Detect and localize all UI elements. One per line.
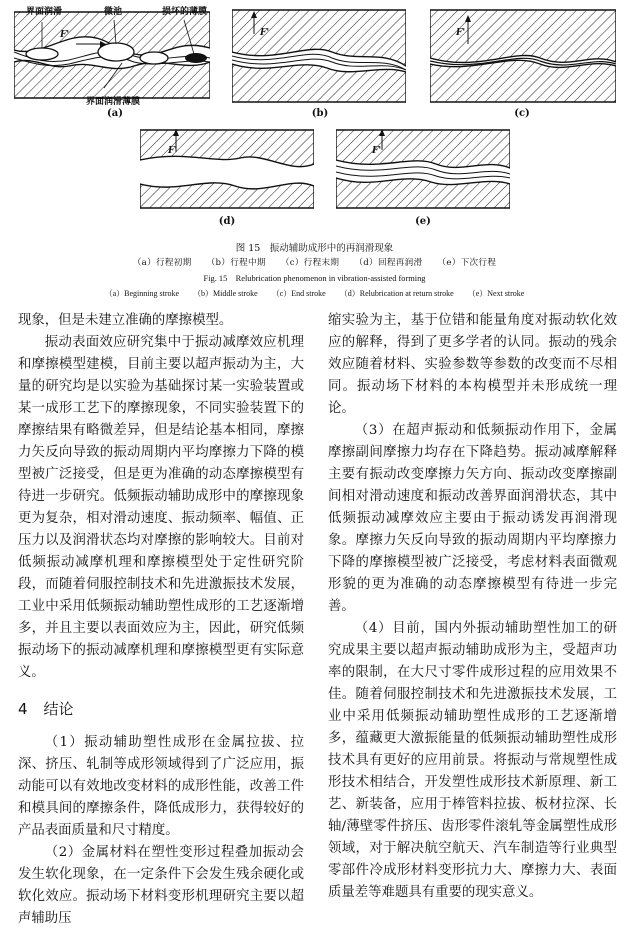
subcaption-en-c: （c）End stroke (271, 289, 326, 298)
left-column (18, 310, 304, 930)
figure-caption-en: Fig. 15 Relubrication phenomenon in vibration-assisted forming (203, 274, 426, 283)
figure-subcaptions-en (0, 288, 629, 299)
paragraph: （4）目前，国内外振动辅助塑性加工的研究成果主要以超声振动辅助成形为主，受超声功率的限制，在大尺寸零件成形过程的应用效果不佳。随着伺服控制技术和先进激振技术发展，工业中采用低频振动辅助塑性成形的工艺逐渐增多，蕴藏更大激振能量的低频振动辅助塑性成形技术具有更好的应用前景。将振动与常规塑性成形技术相结合，开发塑性成形技术新原理、新工艺、新装备，应用于棒管料拉拔、板材拉深、长轴/薄壁零件挤压、齿形零件滚轧等金属塑性成形领域，对于解决航空航天、汽车制造等行业典型零部件冷成形材料变形抗力大、摩擦力大、表面质量差等难题具有重要的现实意义。 (328, 621, 617, 900)
figure-caption-zh: 图 15 振动辅助成形中的再润滑现象 (235, 243, 394, 254)
subcaption-en-b: （b）Middle stroke (193, 289, 258, 298)
label-force-e: F' (372, 146, 382, 156)
figure-subcaptions-zh (0, 256, 629, 268)
subcaption-zh-d: （d）回程再润滑 (354, 258, 423, 268)
subcaption-zh-e: （e）下次行程 (437, 258, 497, 268)
paragraph: （1）振动辅助塑性成形在金属拉拔、拉深、挤压、轧制等成形领域得到了广泛应用，振动能可以有效地改变材料的成形性能，改善工件和模具间的摩擦条件，降低成形力，获得较好的产品表面质量和尺寸精度。 (18, 735, 304, 838)
right-column (328, 310, 617, 904)
panel-b-diagram (232, 8, 406, 104)
subcaption-en-d: （d）Relubrication at return stroke (339, 289, 454, 298)
label-interface-lubrication: 界面润滑 (26, 7, 63, 17)
label-force-b: F' (260, 28, 270, 38)
paragraph: 现象，但是未建立准确的摩擦模型。 (18, 313, 233, 328)
paragraph: （3）在超声振动和低频振动作用下，金属摩擦副间摩擦力均存在下降趋势。振动减摩解释主要有振动改变摩擦力矢方向、振动改变摩擦副间相对滑动速度和振动改善界面润滑状态，其中低频振动减摩效应主要由于振动诱发再润滑现象。摩擦力矢反向导致的振动周期内平均摩擦力下降的摩擦模型被广泛接受，考虑材料表面微观形貌的更为准确的动态摩擦模型有待进一步完善。 (328, 423, 617, 614)
subcaption-zh-b: （b）行程中期 (206, 258, 266, 268)
subcaption-zh-a: （a）行程初期 (132, 258, 192, 268)
label-interface-film: 界面润滑薄膜 (86, 97, 141, 107)
label-damaged-film: 损坏的薄膜 (162, 7, 208, 17)
paragraph: （2）金属材料在塑性变形过程叠加振动会发生软化现象，在一定条件下会发生残余硬化或软化效应。振动场下材料变形机理研究主要以超声辅助压 (18, 845, 304, 926)
panel-a-diagram (14, 8, 210, 100)
panel-label-b: (b) (311, 108, 329, 119)
subcaption-en-e: （e）Next stroke (467, 289, 525, 298)
panel-label-a: (a) (107, 108, 123, 119)
paragraph: 缩实验为主，基于位错和能量角度对振动软化效应的解释，得到了更多学者的认同。振动的残余效应随着材料、实验参数等参数的改变而不尽相同。振动场下材料的本构模型并未形成统一理论。 (328, 313, 617, 416)
panel-label-d: (d) (218, 216, 236, 227)
paragraph: 振动表面效应研究集中于振动减摩效应机理和摩擦模型建模，目前主要以超声振动为主，大量的研究均是以实验为基础探讨某一实验装置或某一成形工艺下的摩擦现象，不同实验装置下的摩擦结果有略微差异，但是结论基本相同，摩擦力矢反向导致的振动周期内平均摩擦力下降的模型被广泛接受，但是更为准确的动态摩擦模型有待进一步研究。低频振动辅助成形中的摩擦现象更为复杂，相对滑动速度、振动频率、幅值、正压力以及润滑状态均对摩擦的影响较大。目前对低频振动减摩机理和摩擦模型处于定性研究阶段，而随着伺服控制技术和先进激振技术发展，工业中采用低频振动辅助塑性成形的工艺逐渐增多，并且主要以表面效应为主，因此，研究低频振动场下的振动减摩机理和摩擦模型更有实际意义。 (18, 335, 304, 680)
subcaption-en-a: （a）Beginning stroke (104, 289, 180, 298)
label-force-a: F' (60, 30, 70, 40)
panel-label-c: (c) (514, 108, 530, 119)
panel-label-e: (e) (415, 216, 431, 227)
section-number: 4 (18, 700, 28, 718)
panel-d-diagram (140, 128, 314, 210)
panel-e-diagram (336, 128, 510, 210)
panel-c-diagram (430, 8, 616, 104)
label-force-c: F' (456, 28, 466, 38)
figure-15 (0, 0, 629, 300)
label-force-d: F' (168, 146, 178, 156)
label-micro-pool: 微池 (104, 7, 123, 17)
section-title: 结论 (43, 700, 74, 718)
subcaption-zh-c: （c）行程末期 (280, 258, 340, 268)
section-heading (18, 698, 304, 720)
